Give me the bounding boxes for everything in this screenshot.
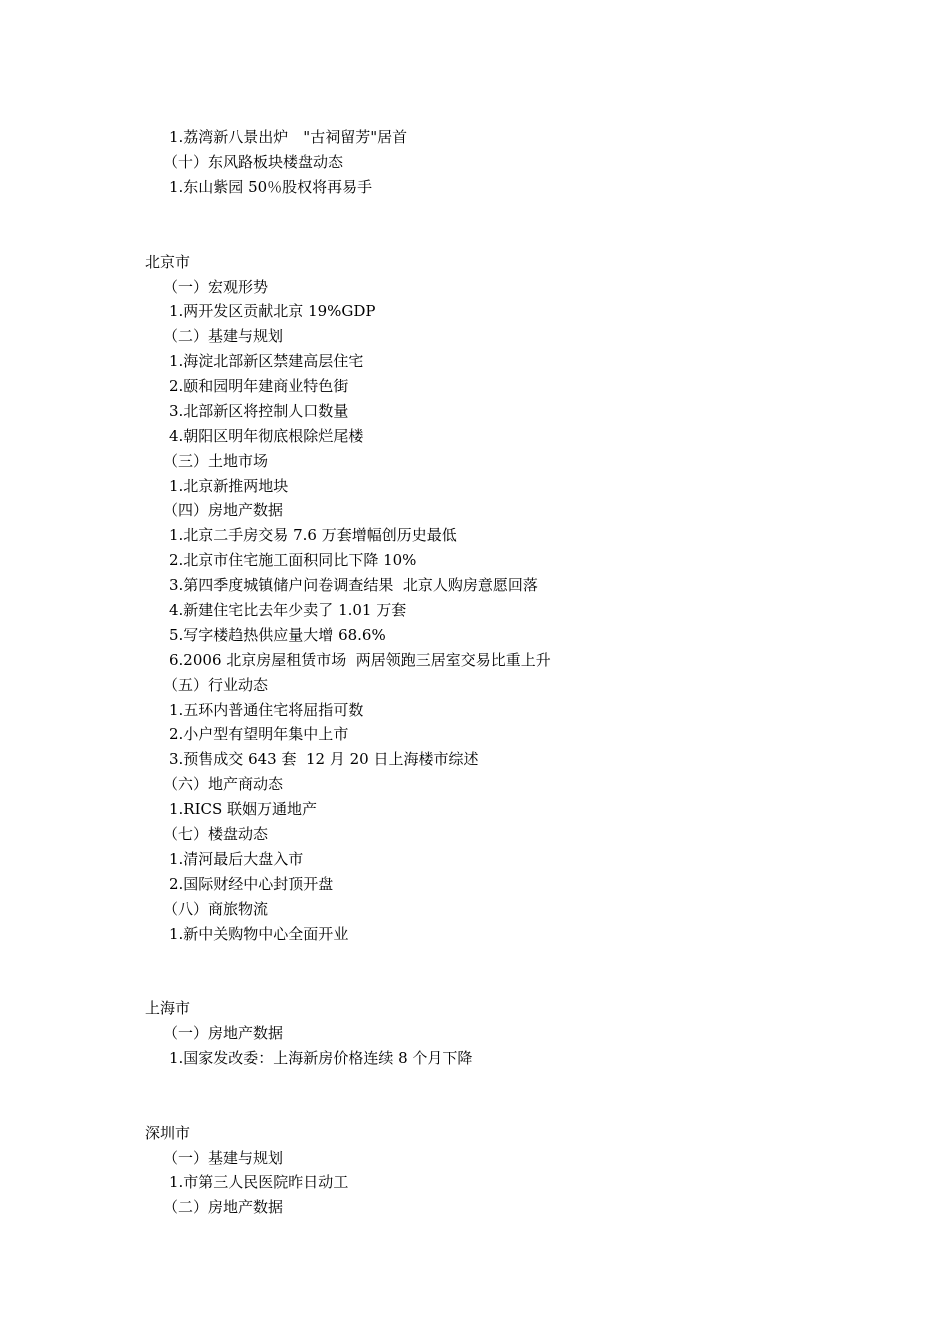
toc-item: 3.北部新区将控制人口数量 xyxy=(169,402,349,420)
toc-item: 2.小户型有望明年集中上市 xyxy=(169,725,349,743)
toc-item: 4.新建住宅比去年少卖了 1.01 万套 xyxy=(169,601,407,619)
toc-section: （五）行业动态 xyxy=(163,676,269,694)
toc-item: 1.国家发改委：上海新房价格连续 8 个月下降 xyxy=(169,1049,473,1067)
toc-section: （十）东风路板块楼盘动态 xyxy=(163,153,344,171)
toc-item: 1.北京新推两地块 xyxy=(169,477,289,495)
toc-section: （八）商旅物流 xyxy=(163,900,269,918)
toc-section: （三）土地市场 xyxy=(163,452,269,470)
toc-item: 1.两开发区贡献北京 19%GDP xyxy=(169,302,376,320)
city-heading-beijing: 北京市 xyxy=(145,253,191,271)
toc-item: 2.国际财经中心封顶开盘 xyxy=(169,875,334,893)
city-heading-shanghai: 上海市 xyxy=(145,999,191,1017)
toc-section: （一）宏观形势 xyxy=(163,278,269,296)
toc-item: 3.预售成交 643 套 12 月 20 日上海楼市综述 xyxy=(169,750,479,768)
toc-section: （四）房地产数据 xyxy=(163,501,284,519)
toc-item: 3.第四季度城镇储户问卷调查结果 北京人购房意愿回落 xyxy=(169,576,538,594)
toc-item: 2.北京市住宅施工面积同比下降 10% xyxy=(169,551,417,569)
toc-section: （一）房地产数据 xyxy=(163,1024,284,1042)
toc-item: 1.海淀北部新区禁建高层住宅 xyxy=(169,352,364,370)
toc-item: 1.五环内普通住宅将屈指可数 xyxy=(169,701,364,719)
toc-item: 1.清河最后大盘入市 xyxy=(169,850,304,868)
toc-item: 1.新中关购物中心全面开业 xyxy=(169,925,349,943)
toc-item: 2.颐和园明年建商业特色街 xyxy=(169,377,349,395)
toc-item: 1.市第三人民医院昨日动工 xyxy=(169,1173,349,1191)
city-heading-shenzhen: 深圳市 xyxy=(145,1124,191,1142)
toc-item: 4.朝阳区明年彻底根除烂尾楼 xyxy=(169,427,364,445)
toc-section: （七）楼盘动态 xyxy=(163,825,269,843)
toc-section: （六）地产商动态 xyxy=(163,775,284,793)
toc-item: 1.荔湾新八景出炉 "古祠留芳"居首 xyxy=(169,128,408,146)
toc-section: （一）基建与规划 xyxy=(163,1149,284,1167)
toc-item: 1.RICS 联姻万通地产 xyxy=(169,800,318,818)
toc-item: 1.东山紫园 50％股权将再易手 xyxy=(169,178,373,196)
toc-item: 1.北京二手房交易 7.6 万套增幅创历史最低 xyxy=(169,526,457,544)
toc-item: 5.写字楼趋热供应量大增 68.6% xyxy=(169,626,386,644)
toc-section: （二）基建与规划 xyxy=(163,327,284,345)
toc-section: （二）房地产数据 xyxy=(163,1198,284,1216)
toc-item: 6.2006 北京房屋租赁市场 两居领跑三居室交易比重上升 xyxy=(169,651,551,669)
